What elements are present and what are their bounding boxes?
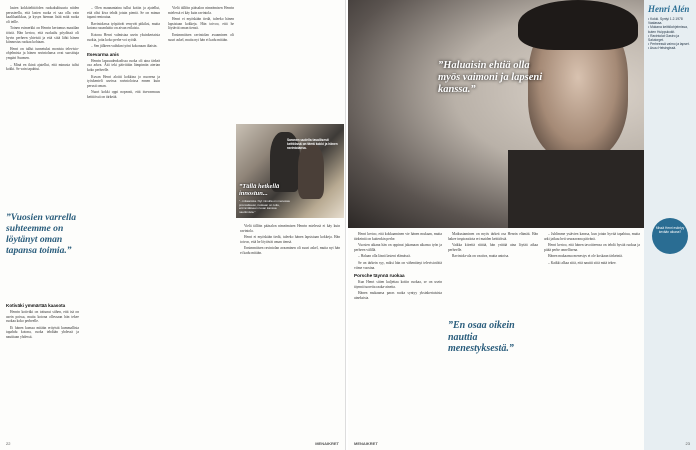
fact-list bbox=[648, 17, 692, 51]
paragraph: – Kaikki alkaa siitä, että nauttii siitä mitä tekee. bbox=[548, 260, 617, 265]
page-number-left: 22 bbox=[6, 441, 11, 446]
info-badge: Missä Henri esiintyy kevään aikana? bbox=[652, 218, 688, 254]
fact-item: • Mukana keittiöohjelmissa, kuten Huippukokit. bbox=[648, 25, 688, 34]
paragraph: Hänen mukaansa paras ruoka syntyy yksinkertaisista aineksista. bbox=[354, 291, 442, 300]
fact-item: • Perheessä vaimo ja lapset. bbox=[648, 42, 690, 47]
paragraph: Vuosien aikana hän on oppinut jakamaan aikansa työn ja perheen välillä. bbox=[354, 243, 442, 252]
left-page bbox=[0, 0, 346, 450]
person-figure bbox=[298, 144, 324, 199]
photo-side-caption: Saranen uudella tavallisesti keittiössä on tämä kokki ja hänen ravintolansa. bbox=[287, 138, 338, 150]
paragraph: – Haluan olla läsnä lasteni elämässä. bbox=[358, 254, 411, 259]
paragraph: Henri kertoo, että kokkaaminen vie hänen mukaan, mutta tärkeintä on kuitenkin perhe. bbox=[354, 232, 442, 241]
left-column-3 bbox=[168, 6, 234, 436]
paragraph: Toinen esimerkki on Henrin kertomus maatilan töistä. Hän kertoo, että ruokailu pöydässä oli hyvin perheen yhteistä ja että siitä lähti hänen kiinnostus ruokaa kohtaan. bbox=[6, 26, 79, 45]
left-column-4 bbox=[240, 224, 340, 436]
section-heading: Itsevarma anis bbox=[87, 51, 119, 57]
paragraph: Hänen mukaansa menestys ei ole koskaan tärkeintä. bbox=[548, 254, 623, 259]
portrait-hair bbox=[518, 0, 638, 50]
right-column-1 bbox=[354, 232, 442, 437]
paragraph: Ravintolassa työpäivät venyvät pitkiksi, mutta kotona ruoanlaitto on aivan erilaista. bbox=[87, 21, 160, 31]
paragraph: Ensimmäisen ravintolan avaaminen oli suuri askel, mutta nyt hän ei kadu mitään. bbox=[168, 32, 234, 42]
paragraph: Ei hänen kanssa mitään erityistä kummallista tapahdu kotona, ruoka tehdään yhdessä ja nautitaan yhdessä. bbox=[6, 325, 79, 339]
left-column-1 bbox=[6, 6, 79, 211]
paragraph: – Sen jälkeen vaihdan työni kokonaan iltaisin. bbox=[91, 44, 158, 49]
magazine-name-left: MENAIKRET bbox=[315, 441, 339, 446]
left-column-2 bbox=[87, 6, 160, 436]
paragraph: Henrin lapsuudenkodissa ruoka oli aina tärkeä osa arkea. Äiti teki päivittäin lämpimän aterian koko perheelle. bbox=[87, 58, 160, 72]
left-column-1-bottom bbox=[6, 300, 79, 440]
paragraph: Nuori kokki oppi nopeasti, että itsevarmuus keittiössä on tärkeää. bbox=[87, 90, 160, 99]
paragraph: Henri ei myöskään tiedä, tuleeko hänen lapsistaan kokkeja. Hän toivoo, että he löytävät oman tiensä. bbox=[168, 17, 234, 31]
paragraph: Henrin kotiväki on tottunut siihen, että isä on usein poissa, mutta kotona ollessaan hän tekee ruokaa koko perheelle. bbox=[6, 310, 79, 324]
photo-quote: ”Tällä hetkellä innostun... bbox=[239, 182, 280, 198]
paragraph: – Juhlimme ystävien kanssa, kun jotain hyvää tapahtuu, mutta arki jatkuu heti seuraavana päivänä. bbox=[544, 232, 640, 241]
fact-box-title: Henri Alén bbox=[648, 4, 690, 14]
paragraph: Henri ei myöskään tiedä, tuleeko hänen lapsistaan kokkeja. Hän toivoo, että he löytävät oman tiensä. bbox=[240, 235, 340, 244]
paragraph: Kuvan Henri aloitti kokkina jo nuorena ja työskenteli useissa ravintoloissa ennen kuin perusti oman. bbox=[87, 74, 160, 88]
paragraph: Se on tärkein syy, miksi hän on vähentänyt televisiotöitä viime vuosina. bbox=[354, 260, 442, 270]
paragraph: Vaikka kiireitä riittää, hän yrittää aina löytää aikaa perheelle. bbox=[448, 243, 538, 252]
right-page bbox=[348, 0, 696, 450]
photo-quote-text: ”...intiaanista. Nyt minulla on menossa pronssikausi, ruokaan on tuttu, enimmäkseen ruuan kanssa nauttimista.” bbox=[239, 198, 290, 215]
paragraph: Matkustaminen on myös tärkeä osa Henrin elämää. Hän hakee inspiraatiota eri maiden keittiöistä. bbox=[448, 232, 538, 241]
pull-quote-left: ”Vuosien varrella suhteemme on löytänyt oman tapansa toimia.” bbox=[6, 212, 77, 256]
photo-caption bbox=[236, 180, 296, 218]
paragraph: Ravintola-ala on vaativa, mutta antoisa. bbox=[452, 254, 510, 259]
paragraph: Vielä tällöin pääsalon nimeämisen Henrin mielessä ei käy kuin ravintola. bbox=[168, 6, 234, 15]
paragraph: Kun Henri sitten kuljettaa kotiin ruokaa, se on usein täynnä tuoreita raaka-aineita. bbox=[354, 280, 442, 289]
section-heading: Kotiväki ymmärtää kaasota bbox=[6, 303, 66, 308]
paragraph: Kotona Henri valmistaa usein yksinkertaisia ruokia, joita koko perhe voi syödä. bbox=[87, 32, 160, 42]
paragraph: lasten kokkitelttiöiden ruokakulttuuria niiden perusteella, että lasten ruoka ei saa olla vain kaalilaatikkoa, ja kysyn hieman lisää mitä ruoka oli teille. bbox=[6, 6, 79, 24]
fact-item: • Asuu Helsingissä. bbox=[648, 46, 677, 51]
portrait-shirt bbox=[508, 150, 658, 228]
portrait-quote: ”Haluaisin ehtiä olla myös vaimoni ja lapseni kanssa.” bbox=[438, 60, 543, 95]
fact-item: • Ravintolat Gastro ja Salutorget. bbox=[648, 33, 680, 43]
fact-item: • Kokki. Syntyi 1.2.1978 Vaalassa. bbox=[648, 17, 683, 26]
paragraph: – Olen maanantaina tullut kotiin ja ajatellut, että olisi kiva tehdä jotain pientä. Se on minun tapani rentoutua. bbox=[87, 6, 160, 20]
section-heading: Porsche täynnä ruokaa bbox=[354, 273, 405, 279]
paragraph: Vielä tällöin pääsalon nimeämisen Henrin mielessä ei käy kuin ravintola. bbox=[240, 224, 340, 233]
right-column-3 bbox=[544, 232, 640, 437]
pull-quote-right: ”En osaa oikein nauttia menestyksestä.” bbox=[448, 320, 515, 354]
page-number-right: 23 bbox=[685, 441, 690, 446]
magazine-name-right: MENAIKRET bbox=[354, 441, 378, 446]
paragraph: – Minä en ikinä ajatellut, että minusta tulisi kokki. Se vain tapahtui. bbox=[6, 62, 79, 72]
right-column-2 bbox=[448, 232, 538, 322]
paragraph: Henri on tullut tunnetuksi monista televisio-ohjelmista ja hänen ravintolansa ovat suosittuja ympäri Suomen. bbox=[6, 46, 79, 60]
paragraph: Henri kertoo, että hänen tavoitteensa on tehdä hyvää ruokaa ja pitää perhe onnellisena. bbox=[544, 243, 640, 252]
paragraph: Ensimmäisen ravintolan avaaminen oli suuri askel, mutta nyt hän ei kadu mitään. bbox=[240, 246, 340, 255]
